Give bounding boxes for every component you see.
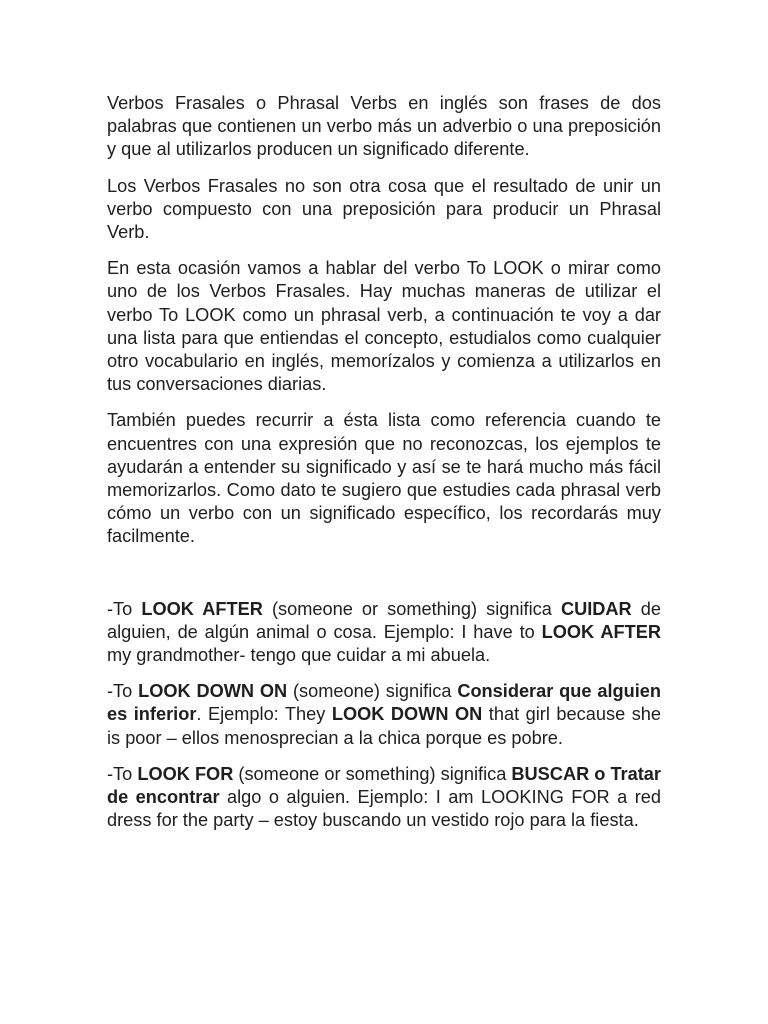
entry-prefix: -To [107,763,138,784]
phrasal-verb: LOOK FOR [137,763,234,784]
phrasal-verb: LOOK DOWN ON [138,681,288,702]
entry-text: . Ejemplo: They [196,704,332,725]
entry-look-for [107,763,661,833]
entry-object: (someone or something) [262,598,478,619]
entry-meaning: CUIDAR [560,598,632,619]
entry-prefix: -To [107,598,142,619]
intro-paragraph: Verbos Frasales o Phrasal Verbs en inglés son frases de dos palabras que contienen un verbo más un adverbio o una preposición y que al utilizarlos producen un significado diferente. [107,93,661,160]
entry-look-down-on [107,680,661,750]
entry-prefix: -To [107,681,139,702]
entry-object: (someone or something) significa [233,763,512,784]
entry-look-after [107,598,661,668]
example-verb: LOOK DOWN ON [331,704,483,725]
entry-meaning: Considerar que alguien es inferior [107,681,661,725]
phrasal-verb: LOOK AFTER [141,598,263,619]
intro-paragraph: Los Verbos Frasales no son otra cosa que el resultado de unir un verbo compuesto con una preposición para producir un Phrasal Verb. [107,175,661,243]
section-gap [107,562,661,598]
entry-text: algo o alguien. Ejemplo: I am LOOKING FOR a red dress for the party – estoy buscando un vestido rojo para la fiesta. [107,787,661,831]
example-verb: LOOK AFTER [541,621,661,642]
intro-paragraph: En esta ocasión vamos a hablar del verbo To LOOK o mirar como uno de los Verbos Frasales. Hay muchas maneras de utilizar el verbo To LOOK como un phrasal verb, a continuación te voy a dar una lista para que entiendas el concepto, estudialos como cualquier otro vocabulario en inglés, memorízalos y comienza a utilizarlos en tus conversaciones diarias. [107,258,661,395]
entry-text: my grandmother- tengo que cuidar a mi abuela. [107,645,491,666]
intro-paragraph: También puedes recurrir a ésta lista como referencia cuando te encuentres con una expresión que no reconozcas, los ejemplos te ayudarán a entender su significado y así se te hará mucho más fácil memorizarlos. Como dato te sugiero que estudies cada phrasal verb cómo un verbo con un significado específico, los recordarás muy facilmente. [107,410,661,547]
entry-means: significa [477,598,561,619]
entry-meaning: BUSCAR o Tratar de encontrar [107,763,661,808]
entry-object: (someone) significa [287,681,458,702]
entry-text: de alguien, de algún animal o cosa. Ejemplo: I have to [107,598,661,642]
entry-text: that girl because she is poor – ellos menosprecian a la chica porque es pobre. [107,704,662,748]
